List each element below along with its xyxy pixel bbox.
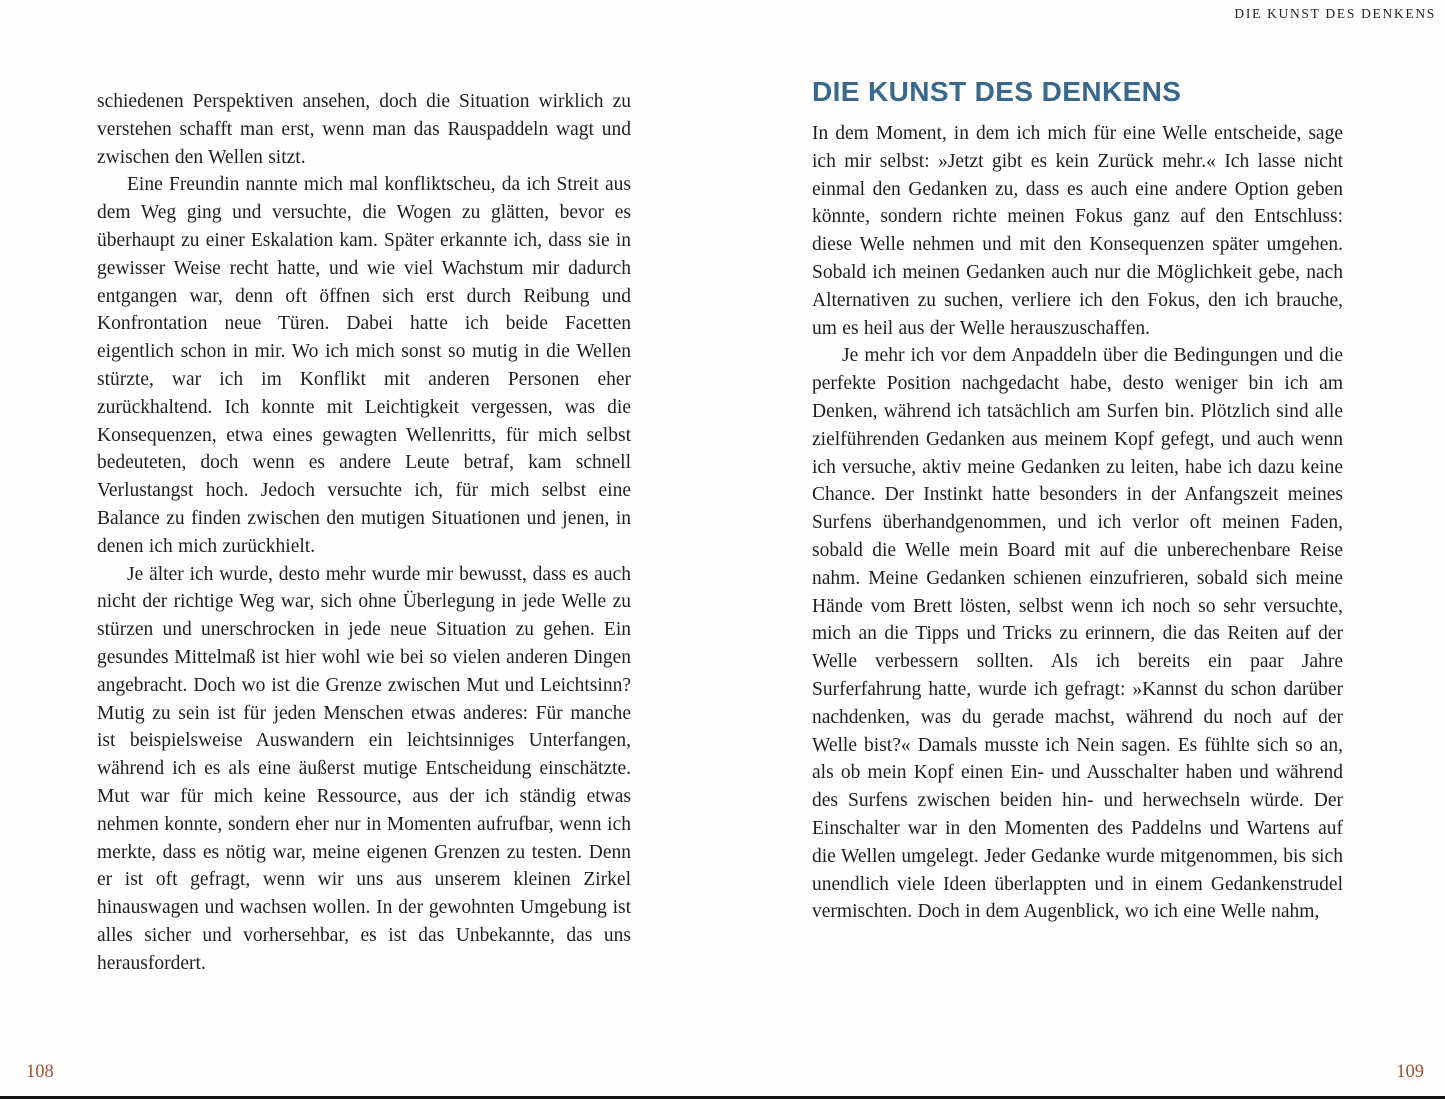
running-header: DIE KUNST DES DENKENS <box>1234 6 1436 21</box>
paragraph: Je älter ich wurde, desto mehr wurde mir bewusst, dass es auch nicht der richtige Weg war, sich ohne Überlegung in jede Welle zu stürzen und unerschrocken in jede neue Situation zu gehen. Ein gesundes Mittelmaß ist hier wohl wie bei so vielen anderen Dingen angebracht. Doch wo ist die Grenze zwischen Mut und Leichtsinn? Mutig zu sein ist für jeden Menschen etwas anderes: Für manche ist beispielsweise Auswandern ein leichtsinniges Unterfangen, während ich es als eine äußerst mutige Entscheidung einschätzte. Mut war für mich keine Ressource, aus der ich ständig etwas nehmen konnte, sondern eher nur in Momenten aufrufbar, wenn ich merkte, dass es nötig war, meine eigenen Grenzen zu testen. Denn er ist oft gefragt, wenn wir uns aus unserem kleinen Zirkel hinauswagen und wachsen wollen. In der gewohnten Umgebung ist alles sicher und vorhersehbar, es ist das Unbekannte, das uns herausfordert. <box>97 563 631 974</box>
page-right-text-column <box>812 76 1343 926</box>
paragraph: Je mehr ich vor dem Anpaddeln über die Bedingungen und die perfekte Position nachgedacht habe, desto weniger bin ich am Denken, während ich tatsächlich am Surfen bin. Plötzlich sind alle zielführenden Gedanken aus meinem Kopf gefegt, und auch wenn ich versuche, aktiv meine Gedanken zu leiten, habe ich dazu keine Chance. Der Instinkt hatte besonders in der Anfangszeit meines Surfens überhandgenommen, und ich verlor oft meinen Faden, sobald die Welle mein Board mit auf die unberechenbare Reise nahm. Meine Gedanken schienen einzufrieren, sobald sich meine Hände vom Brett lösten, selbst wenn ich noch so sehr versuchte, mich an die Tipps und Tricks zu erinnern, die das Reiten auf der Welle verbessern sollten. Als ich bereits ein paar Jahre Surferfahrung hatte, wurde ich gefragt: »Kannst du schon darüber nachdenken, was du gerade machst, während du noch auf der Welle bist?« Damals musste ich Nein sagen. Es fühlte sich so an, als ob mein Kopf einen Ein- und Ausschalter haben und während des Surfens zwischen beiden hin- und herwechseln würde. Der Einschalter war in den Momenten des Paddelns und Wartens auf die Wellen umgelegt. Jeder Gedanke wurde mitgenommen, bis sich unendlich viele Ideen überlappten und in einem Gedankenstrudel vermischten. Doch in dem Augenblick, wo ich eine Welle nahm, <box>812 345 1343 923</box>
paragraph: In dem Moment, in dem ich mich für eine Welle entscheide, sage ich mir selbst: »Jetzt gibt es kein Zurück mehr.« Ich lasse nicht einmal den Gedanken zu, dass es auch eine andere Option geben könnte, sondern richte meinen Fokus ganz auf den Entschluss: diese Welle nehmen und mit den Konsequenzen später umgehen. Sobald ich meinen Gedanken auch nur die Möglichkeit gebe, nach Alternativen zu suchen, verliere ich den Fokus, den ich brauche, um es heil aus der Welle herauszuschaffen. <box>812 123 1343 339</box>
page-number-left: 108 <box>26 1062 54 1082</box>
paragraph: Eine Freundin nannte mich mal konfliktscheu, da ich Streit aus dem Weg ging und versuchte, die Wogen zu glätten, bevor es überhaupt zu einer Eskalation kam. Später erkannte ich, dass sie in gewisser Weise recht hatte, und wie viel Wachstum mir dadurch entgangen war, denn oft öffnen sich erst durch Reibung und Konfrontation neue Türen. Dabei hatte ich beide Facetten eigentlich schon in mir. Wo ich mich sonst so mutig in die Wellen stürzte, war ich im Konflikt mit anderen Personen eher zurückhaltend. Ich konnte mit Leichtigkeit vergessen, was die Konsequenzen, etwa eines gewagten Wellenritts, für mich selbst bedeuteten, doch wenn es andere Leute betraf, kam schnell Verlustangst hoch. Jedoch versuchte ich, für mich selbst eine Balance zu finden zwischen den mutigen Situationen und jenen, in denen ich mich zurückhielt. <box>97 174 631 557</box>
paragraph: schiedenen Perspektiven ansehen, doch die Situation wirklich zu verstehen schafft man erst, wenn man das Rauspaddeln wagt und zwischen den Wellen sitzt. <box>97 91 631 168</box>
page-number-right: 109 <box>1396 1062 1424 1082</box>
chapter-heading: DIE KUNST DES DENKENS <box>812 76 1182 107</box>
page-left-text-column <box>97 88 631 978</box>
